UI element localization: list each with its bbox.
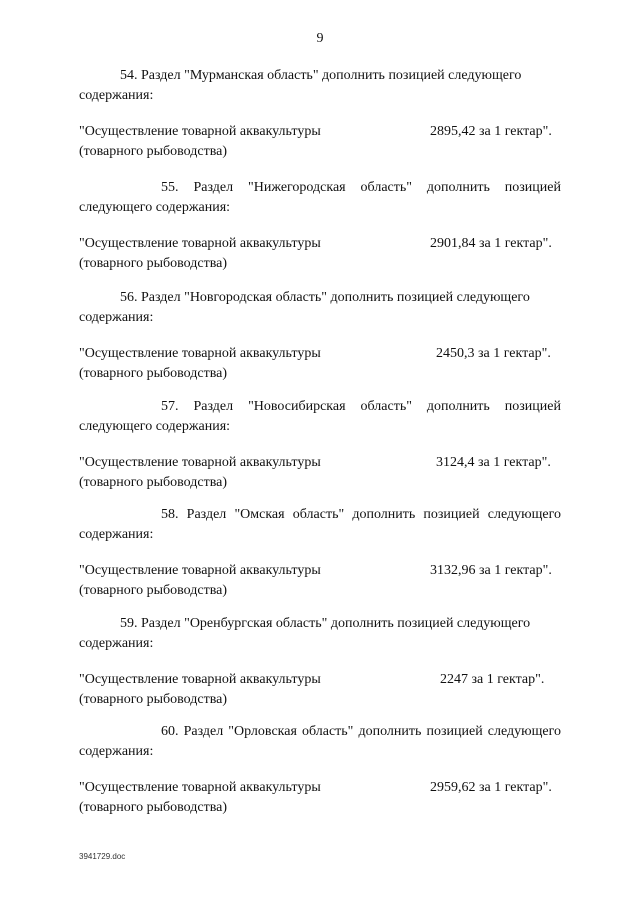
amendment-entry — [79, 561, 561, 601]
heading-line: 55. Раздел "Нижегородская область" дополнить позицией — [161, 180, 561, 195]
entry-rate: 2901,84 за 1 гектар". — [430, 236, 552, 251]
amendment-heading — [79, 397, 561, 437]
entry-description: "Осуществление товарной аквакультуры — [79, 346, 321, 361]
amendment-item-59 — [79, 614, 561, 710]
entry-description: (товарного рыбоводства) — [79, 692, 228, 707]
amendment-item-54 — [79, 66, 561, 162]
amendment-item-57 — [79, 397, 561, 493]
heading-line: 56. Раздел "Новгородская область" дополнить позицией следующего — [120, 290, 530, 305]
entry-rate: 2450,3 за 1 гектар". — [436, 346, 551, 361]
amendment-heading — [79, 722, 561, 762]
amendment-heading — [79, 66, 561, 106]
entry-rate: 3132,96 за 1 гектар". — [430, 563, 552, 578]
amendment-heading — [79, 288, 561, 328]
amendment-item-58 — [79, 505, 561, 601]
amendment-heading — [79, 505, 561, 545]
entry-rate: 2247 за 1 гектар". — [440, 672, 545, 687]
entry-description: "Осуществление товарной аквакультуры — [79, 236, 321, 251]
amendment-entry — [79, 778, 561, 818]
amendment-entry — [79, 670, 561, 710]
entry-description: "Осуществление товарной аквакультуры — [79, 563, 321, 578]
amendment-entry — [79, 453, 561, 493]
heading-line: содержания: — [79, 88, 154, 103]
amendment-item-60 — [79, 722, 561, 818]
heading-line: следующего содержания: — [79, 200, 231, 215]
page-number: 9 — [316, 31, 324, 46]
heading-line: 58. Раздел "Омская область" дополнить позицией следующего — [161, 507, 561, 522]
amendment-item-55 — [79, 178, 561, 274]
document-filename: 3941729.doc — [79, 852, 126, 861]
entry-description: (товарного рыбоводства) — [79, 583, 228, 598]
entry-description: (товарного рыбоводства) — [79, 366, 228, 381]
heading-line: содержания: — [79, 527, 154, 542]
amendment-entry — [79, 344, 561, 384]
amendment-item-56 — [79, 288, 561, 384]
entry-description: "Осуществление товарной аквакультуры — [79, 780, 321, 795]
amendment-entry — [79, 122, 561, 162]
entry-description: (товарного рыбоводства) — [79, 256, 228, 271]
entry-rate: 2959,62 за 1 гектар". — [430, 780, 552, 795]
heading-line: следующего содержания: — [79, 419, 231, 434]
amendment-heading — [79, 614, 561, 654]
heading-line: содержания: — [79, 744, 154, 759]
entry-rate: 2895,42 за 1 гектар". — [430, 124, 552, 139]
heading-line: 59. Раздел "Оренбургская область" дополнить позицией следующего — [120, 616, 531, 631]
heading-line: содержания: — [79, 636, 154, 651]
entry-description: (товарного рыбоводства) — [79, 144, 228, 159]
entry-description: "Осуществление товарной аквакультуры — [79, 672, 321, 687]
entry-description: "Осуществление товарной аквакультуры — [79, 124, 321, 139]
amendment-entry — [79, 234, 561, 274]
heading-line: содержания: — [79, 310, 154, 325]
heading-line: 60. Раздел "Орловская область" дополнить позицией следующего — [161, 724, 561, 739]
heading-line: 54. Раздел "Мурманская область" дополнить позицией следующего — [120, 68, 522, 83]
entry-description: (товарного рыбоводства) — [79, 800, 228, 815]
entry-rate: 3124,4 за 1 гектар". — [436, 455, 551, 470]
amendment-heading — [79, 178, 561, 218]
heading-line: 57. Раздел "Новосибирская область" дополнить позицией — [161, 399, 561, 414]
entry-description: "Осуществление товарной аквакультуры — [79, 455, 321, 470]
entry-description: (товарного рыбоводства) — [79, 475, 228, 490]
